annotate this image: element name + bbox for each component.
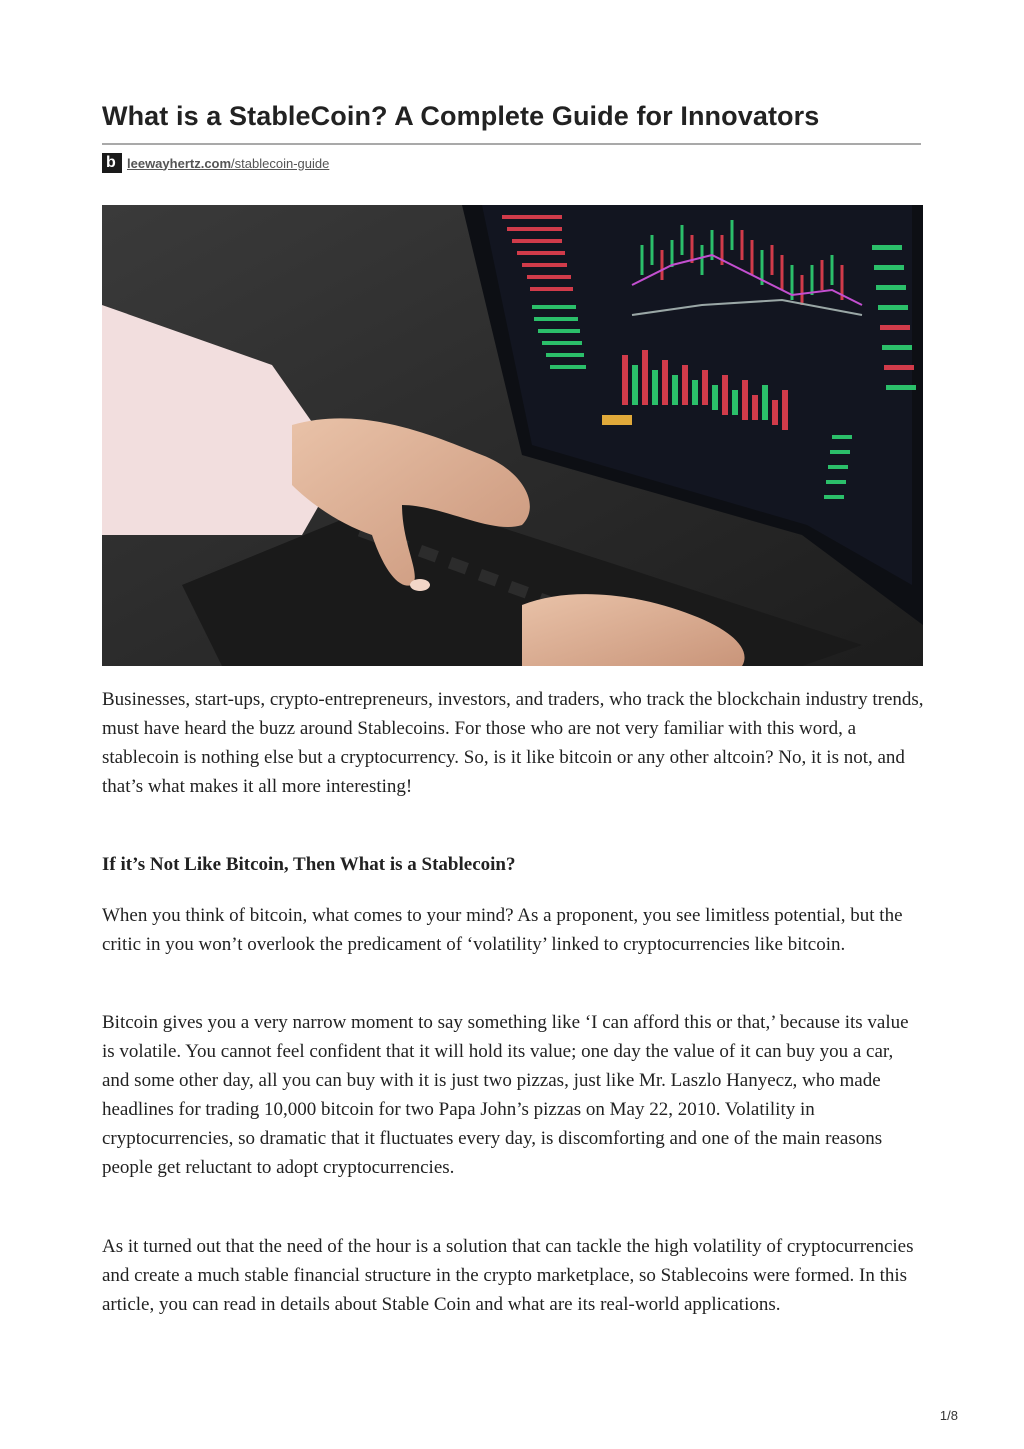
hero-image (102, 205, 923, 666)
source-link[interactable] (127, 156, 329, 171)
source-line (102, 152, 329, 174)
source-domain: leewayhertz.com (127, 155, 232, 171)
title-divider (102, 143, 921, 145)
body-paragraph: As it turned out that the need of the hour is a solution that can tackle the high volatility of cryptocurrencies and create a much stable financial structure in the crypto marketplace, so Stablecoins were formed. In this article, you can read in details about Stable Coin and what are its real-world applications. (102, 1236, 914, 1315)
intro-paragraph: Businesses, start-ups, crypto-entrepreneurs, investors, and traders, who track the blockchain industry trends, must have heard the buzz around Stablecoins. For those who are not very familiar with this word, a stablecoin is nothing else but a cryptocurrency. So, is it like bitcoin or any other altcoin? No, it is not, and that’s what makes it all more interesting! (102, 689, 924, 797)
body-paragraph: Bitcoin gives you a very narrow moment to say something like ‘I can afford this or that,’ because its value is volatile. You cannot feel confident that it will hold its value; one day the value of it can buy you a car, and some other day, all you can buy with it is just two pizzas, just like Mr. Laszlo Hanyecz, who made headlines for trading 10,000 bitcoin for two Papa John’s pizzas on May 22, 2010. Volatility in cryptocurrencies, so dramatic that it fluctuates every day, is discomforting and one of the main reasons people get reluctant to adopt cryptocurrencies. (102, 1012, 909, 1178)
page-number: 1/8 (939, 1408, 958, 1423)
site-logo-icon: b (102, 153, 122, 173)
source-path: /stablecoin-guide (231, 155, 330, 171)
body-paragraph: When you think of bitcoin, what comes to your mind? As a proponent, you see limitless potential, but the critic in you won’t overlook the predicament of ‘volatility’ linked to cryptocurrencies like bitcoin. (102, 905, 903, 955)
photo-icon (102, 205, 923, 666)
section-heading: If it’s Not Like Bitcoin, Then What is a Stablecoin? (102, 854, 516, 875)
article-title: What is a StableCoin? A Complete Guide for Innovators (102, 101, 820, 131)
